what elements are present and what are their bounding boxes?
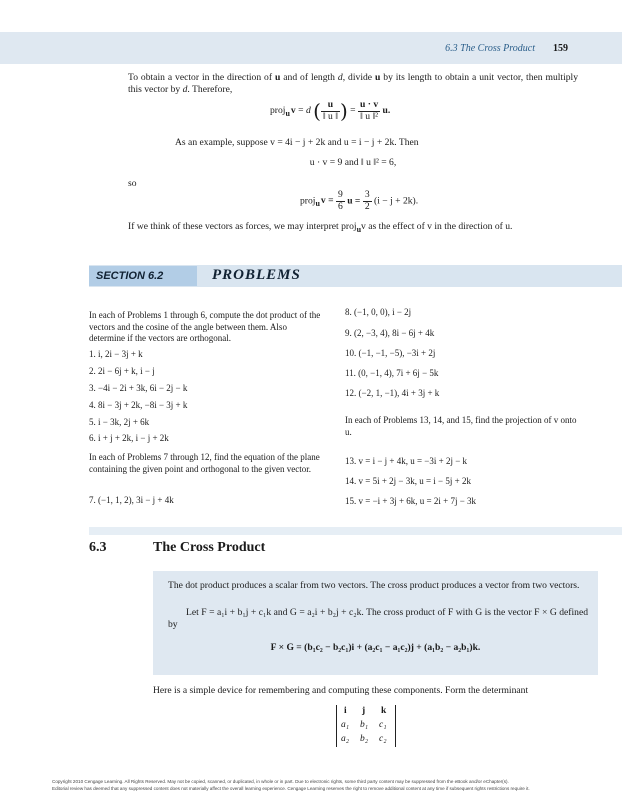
problem-13: 13. v = i − j + 4k, u = −3i + 2j − k — [345, 456, 468, 466]
right-instructions-3: In each of Problems 13, 14, and 15, find the projection of v onto u. — [345, 415, 577, 437]
projection-example: proj$_u$v = $\frac{9}{6}$ u = $\frac{3}{2}$ (i − j + 2k). — [300, 189, 419, 212]
problem-14: 14. v = 5i + 2j − 3k, u = i − 5j + 2k — [345, 476, 471, 486]
section-6-3-title: The Cross Product — [153, 540, 266, 555]
box-paragraph-2: Let F = a₁i + b₁j + c₁k and G = a₂i + b₂j + c₂k. The cross product of F with G is the vector F × G defined by — [168, 607, 588, 631]
projection-formula: proj$_u$v = d ( $\frac{u}{‖ u ‖}$ ) = $\frac{u \cdot v}{\text{‖ u ‖²}}$ u. — [270, 98, 391, 123]
det-c1: c₁ — [379, 720, 387, 730]
box-paragraph-1: The dot product produces a scalar from two vectors. The cross product produces a vector from two vectors. — [168, 580, 580, 591]
problem-4: 4. 8i − 3j + 2k, −8i − 3j + k — [89, 400, 188, 410]
example-line: As an example, suppose v = 4i − j + 2k and u = i − j + 2k. Then — [175, 137, 419, 148]
problem-7: 7. (−1, 1, 2), 3i − j + 4k — [89, 495, 174, 505]
det-k: k — [381, 706, 387, 716]
problem-2: 2. 2i − 6j + k, i − j — [89, 366, 155, 376]
section-6-3-number: 6.3 — [89, 540, 107, 555]
right-problem-list — [345, 307, 585, 407]
right-problem-list-2 — [345, 456, 585, 516]
left-instructions-1: In each of Problems 1 through 6, compute the dot product of the vectors and the cosine of the angle between them. Also determine if the vectors are orthogonal. — [89, 310, 321, 344]
section-6-3-band — [89, 527, 622, 535]
det-j: j — [362, 706, 366, 716]
problem-8: 8. (−1, 0, 0), i − 2j — [345, 307, 412, 317]
dot-product-line: u · v = 9 and ‖ u ‖² = 6, — [309, 157, 397, 168]
det-a2: a₂ — [341, 734, 350, 744]
problem-9: 9. (2, −3, 4), 8i − 6j + 4k — [345, 328, 435, 338]
forces-paragraph: If we think of these vectors as forces, we may interpret proj$_u$v as the effect of v in the direction of u. — [128, 221, 513, 234]
copyright-line-1: Copyright 2010 Cengage Learning. All Rights Reserved. May not be copied, scanned, or duplicated, in whole or in part. Due to electronic rights, some third party content may be suppressed from the eBook and/or eChapter(s). — [52, 779, 509, 784]
copyright-line-2: Editorial review has deemed that any suppressed content does not materially affect the overall learning experience. Cengage Learning reserves the right to remove additional content at any time if subsequent rights restrictions require it. — [52, 786, 530, 791]
section-label: SECTION 6.2 — [96, 270, 164, 282]
left-problem-list — [89, 349, 325, 449]
problem-3: 3. −4i − 2i + 3k, 6i − 2j − k — [89, 383, 188, 393]
problem-10: 10. (−1, −1, −5), −3i + 2j — [345, 348, 436, 358]
det-b2: b₂ — [360, 734, 369, 744]
det-a1: a₁ — [341, 720, 350, 730]
section-title: PROBLEMS — [212, 267, 301, 283]
running-head-title: 6.3 The Cross Product — [445, 43, 535, 54]
problem-1: 1. i, 2i − 3j + k — [89, 349, 143, 359]
problem-12: 12. (−2, 1, −1), 4i + 3j + k — [345, 388, 440, 398]
problem-11: 11. (0, −1, 4), 7i + 6j − 5k — [345, 368, 439, 378]
left-instructions-2: In each of Problems 7 through 12, find the equation of the plane containing the given point and orthogonal to the given vector. — [89, 452, 320, 474]
problem-15: 15. v = −i + 3j + 6k, u = 2i + 7j − 3k — [345, 496, 477, 506]
determinant — [336, 705, 396, 747]
det-c2: c₂ — [379, 734, 387, 744]
det-b1: b₁ — [360, 720, 369, 730]
intro-paragraph: To obtain a vector in the direction of u and of length d, divide u by its length to obtain a unit vector, then multiply this vector by d. Therefore, — [128, 72, 579, 96]
problem-6: 6. i + j + 2k, i − j + 2k — [89, 433, 169, 443]
so-word: so — [128, 178, 137, 189]
device-paragraph: Here is a simple device for remembering and computing these components. Form the determinant — [153, 685, 529, 696]
cross-product-formula: F × G = (b₁c₂ − b₂c₁)i + (a₂c₁ − a₁c₂)j + (a₁b₂ − a₂b₁)k. — [270, 642, 481, 653]
det-i: i — [344, 706, 347, 716]
page-number: 159 — [553, 43, 568, 54]
problem-5: 5. i − 3k, 2j + 6k — [89, 417, 150, 427]
